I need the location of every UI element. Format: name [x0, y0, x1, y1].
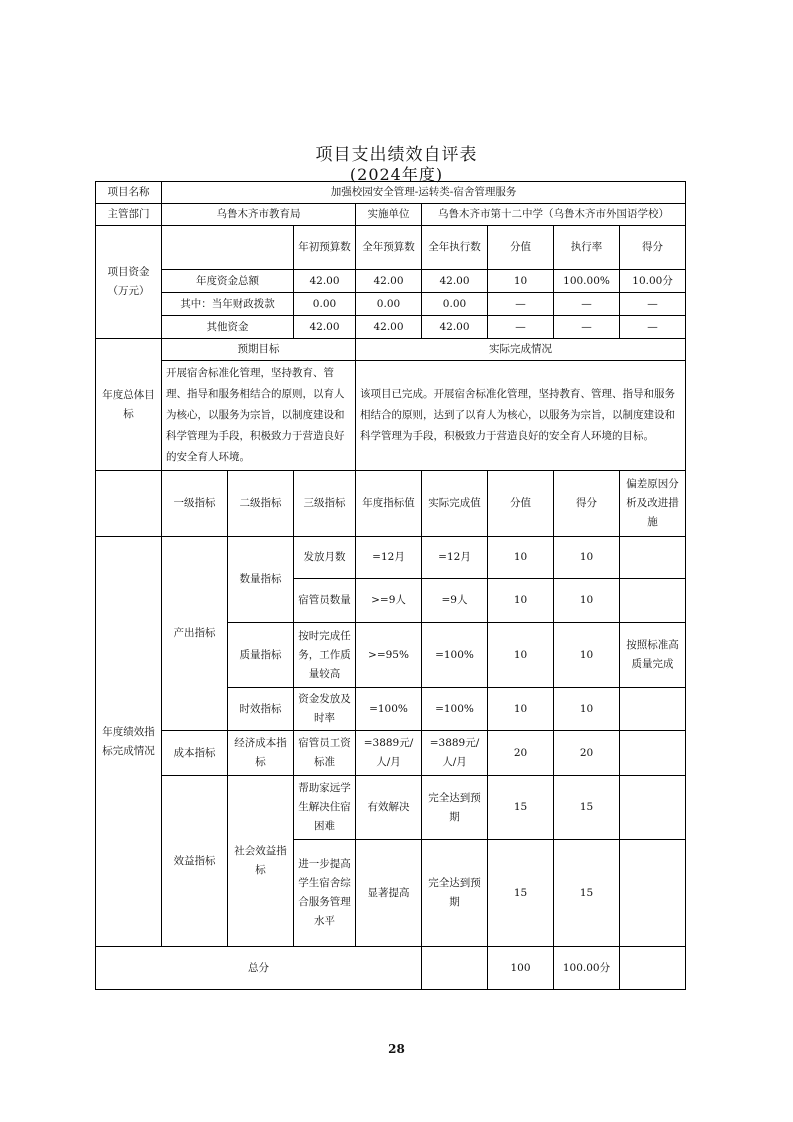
level2-econ: 经济成本指标	[228, 731, 294, 776]
deviation-note	[620, 688, 686, 731]
actual-value: 完全达到预期	[422, 776, 488, 840]
target-value: >=95%	[356, 623, 422, 688]
funds-cell: 10.00分	[620, 270, 686, 293]
score: 10	[488, 579, 554, 623]
funds-cell: 42.00	[356, 316, 422, 339]
goals-label: 年度总体目标	[96, 339, 162, 471]
actual-value: 完全达到预期	[422, 840, 488, 947]
target-value: >=9人	[356, 579, 422, 623]
indicator-header: 分值	[488, 471, 554, 537]
evaluation-table	[95, 181, 686, 990]
indicator-header: 三级指标	[294, 471, 356, 537]
funds-cell: —	[620, 316, 686, 339]
funds-cell: 42.00	[356, 270, 422, 293]
indicators-label: 年度绩效指标完成情况	[96, 537, 162, 947]
funds-header: 年初预算数	[294, 226, 356, 270]
actual-value: =3889元/人/月	[422, 731, 488, 776]
deviation-note: 按照标准高质量完成	[620, 623, 686, 688]
funds-label: 项目资金（万元）	[96, 226, 162, 339]
indicator-header: 实际完成值	[422, 471, 488, 537]
funds-cell: 42.00	[422, 270, 488, 293]
page-year: (2024年度)	[349, 165, 444, 184]
got-score: 10	[554, 537, 620, 579]
level3: 按时完成任务，工作质量较高	[294, 623, 356, 688]
level3: 进一步提高学生宿舍综合服务管理水平	[294, 840, 356, 947]
level1-output: 产出指标	[162, 537, 228, 731]
funds-header: 分值	[488, 226, 554, 270]
target-value: =3889元/人/月	[356, 731, 422, 776]
deviation-note	[620, 731, 686, 776]
level1-cost: 成本指标	[162, 731, 228, 776]
got-score: 10	[554, 579, 620, 623]
indicator-header: 得分	[554, 471, 620, 537]
indicator-header: 偏差原因分析及改进措施	[620, 471, 686, 537]
funds-cell: —	[554, 316, 620, 339]
funds-row-label: 其他资金	[162, 316, 294, 339]
indicator-row	[96, 776, 686, 840]
total-got: 100.00分	[554, 947, 620, 990]
funds-corner	[162, 226, 294, 270]
indicator-header: 二级指标	[228, 471, 294, 537]
got-score: 15	[554, 776, 620, 840]
total-score: 100	[488, 947, 554, 990]
funds-cell: 42.00	[422, 316, 488, 339]
deviation-note	[620, 776, 686, 840]
total-row	[96, 947, 686, 990]
actual-value: =100%	[422, 688, 488, 731]
project-name-label: 项目名称	[96, 182, 162, 204]
target-value: =12月	[356, 537, 422, 579]
funds-cell: 42.00	[294, 270, 356, 293]
level2-time: 时效指标	[228, 688, 294, 731]
unit-value: 乌鲁木齐市第十二中学（乌鲁木齐市外国语学校）	[422, 204, 686, 226]
level3: 发放月数	[294, 537, 356, 579]
got-score: 15	[554, 840, 620, 947]
score: 15	[488, 776, 554, 840]
actual-value: =100%	[422, 623, 488, 688]
funds-header: 全年执行数	[422, 226, 488, 270]
score: 10	[488, 623, 554, 688]
target-value: 有效解决	[356, 776, 422, 840]
indicator-row	[96, 731, 686, 776]
project-name-value: 加强校园安全管理-运转类-宿舍管理服务	[162, 182, 686, 204]
total-note	[620, 947, 686, 990]
funds-header: 得分	[620, 226, 686, 270]
funds-row-label: 年度资金总额	[162, 270, 294, 293]
funds-header: 全年预算数	[356, 226, 422, 270]
level3: 宿管员数量	[294, 579, 356, 623]
deviation-note	[620, 579, 686, 623]
level3: 帮助家远学生解决住宿困难	[294, 776, 356, 840]
level2-quality: 质量指标	[228, 623, 294, 688]
level3: 资金发放及时率	[294, 688, 356, 731]
page-number: 28	[388, 1042, 405, 1056]
got-score: 10	[554, 623, 620, 688]
funds-row	[96, 293, 686, 316]
indicator-row	[96, 537, 686, 579]
funds-row	[96, 316, 686, 339]
level2-social: 社会效益指标	[228, 776, 294, 947]
score: 20	[488, 731, 554, 776]
funds-cell: 10	[488, 270, 554, 293]
score: 10	[488, 688, 554, 731]
actual-goal-header: 实际完成情况	[356, 339, 686, 361]
score: 10	[488, 537, 554, 579]
funds-row-label: 其中：当年财政拨款	[162, 293, 294, 316]
actual-value: =12月	[422, 537, 488, 579]
funds-cell: —	[620, 293, 686, 316]
unit-label: 实施单位	[356, 204, 422, 226]
deviation-note	[620, 840, 686, 947]
dept-label: 主管部门	[96, 204, 162, 226]
dept-value: 乌鲁木齐市教育局	[162, 204, 356, 226]
funds-cell: —	[554, 293, 620, 316]
got-score: 10	[554, 688, 620, 731]
got-score: 20	[554, 731, 620, 776]
funds-cell: 0.00	[422, 293, 488, 316]
level2-quantity: 数量指标	[228, 537, 294, 623]
page-title: 项目支出绩效自评表	[315, 145, 478, 165]
funds-cell: —	[488, 293, 554, 316]
score: 15	[488, 840, 554, 947]
total-blank	[422, 947, 488, 990]
expected-goal-text: 开展宿舍标准化管理，坚持教育、管理、指导和服务相结合的原则，以育人为核心，以服务为宗旨，以制度建设和科学管理为手段，积极致力于营造良好的安全育人环境。	[162, 361, 356, 471]
level3: 宿管员工资标准	[294, 731, 356, 776]
indicator-header: 一级指标	[162, 471, 228, 537]
indicator-header-blank	[96, 471, 162, 537]
funds-cell: 0.00	[294, 293, 356, 316]
funds-cell: 100.00%	[554, 270, 620, 293]
target-value: =100%	[356, 688, 422, 731]
actual-goal-text: 该项目已完成。开展宿舍标准化管理，坚持教育、管理、指导和服务相结合的原则，达到了以育人为核心，以服务为宗旨，以制度建设和科学管理为手段，积极致力于营造良好的安全育人环境的目标。	[356, 361, 686, 471]
funds-header: 执行率	[554, 226, 620, 270]
funds-row	[96, 270, 686, 293]
funds-cell: —	[488, 316, 554, 339]
target-value: 显著提高	[356, 840, 422, 947]
funds-cell: 42.00	[294, 316, 356, 339]
total-label: 总分	[96, 947, 422, 990]
funds-cell: 0.00	[356, 293, 422, 316]
deviation-note	[620, 537, 686, 579]
level1-benefit: 效益指标	[162, 776, 228, 947]
actual-value: =9人	[422, 579, 488, 623]
indicator-header: 年度指标值	[356, 471, 422, 537]
expected-goal-header: 预期目标	[162, 339, 356, 361]
